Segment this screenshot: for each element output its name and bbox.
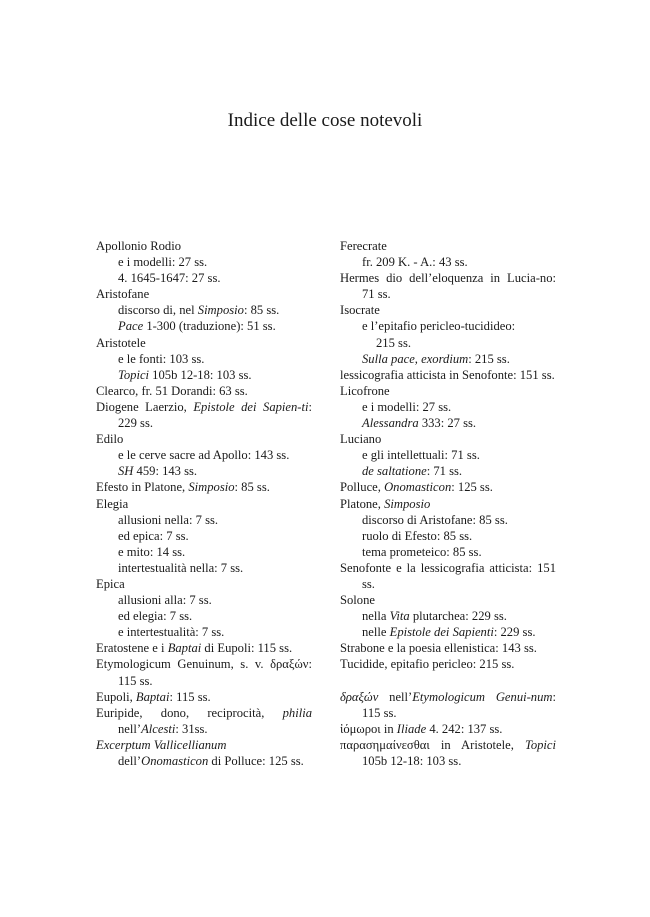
entry-text: e gli intellettuali: 71 ss. (362, 448, 480, 463)
entry-text: Topici (524, 737, 556, 752)
entry-text: 1-300 (traduzione): 51 ss. (143, 319, 276, 334)
entry-text: e i modelli: 27 ss. (362, 399, 452, 414)
entry-text: Edilo (96, 432, 124, 447)
entry-text: allusioni nella: 7 ss. (118, 512, 219, 527)
index-subentry (96, 528, 312, 544)
entry-text: nella (362, 609, 390, 624)
entry-text: e intertestualità: 7 ss. (118, 625, 225, 640)
entry-text: Apollonio Rodio (96, 239, 182, 253)
index-subentry (340, 399, 556, 415)
entry-text: nelle (362, 625, 390, 640)
entry-text: Polluce, (340, 480, 385, 495)
entry-text: ruolo di Efesto: 85 ss. (362, 528, 473, 543)
index-entry (96, 335, 312, 351)
entry-text: 4. 242: 137 ss. (426, 721, 503, 736)
entry-text: nell’ (118, 721, 142, 736)
index-column-left (96, 238, 312, 769)
index-subentry (340, 415, 556, 431)
entry-text: : 115 ss. (169, 689, 211, 704)
entry-text: lessicografia atticista in Senofonte: 151 ss. (340, 367, 555, 382)
index-subentry (340, 624, 556, 640)
index-entry (340, 721, 556, 737)
entry-text: Iliade (396, 721, 427, 736)
entry-text: : 85 ss. (243, 303, 280, 318)
entry-text: Vita (389, 609, 410, 624)
entry-text: 4. 1645-1647: 27 ss. (118, 271, 221, 286)
entry-text: Simposio (197, 303, 244, 318)
index-subentry (96, 608, 312, 624)
entry-text: e mito: 14 ss. (118, 544, 186, 559)
entry-text: Eratostene e i (96, 641, 168, 656)
entry-text: 105b 12-18: 103 ss. (149, 367, 252, 382)
entry-text: Senofonte e la lessicografia atticista: 151 ss. (340, 560, 556, 591)
index-entry (96, 656, 312, 688)
index-entry (340, 737, 556, 769)
entry-text: plutarchea: 229 ss. (409, 609, 507, 624)
index-subentry (96, 447, 312, 463)
entry-text: Isocrate (340, 303, 380, 318)
entry-text: Diogene Laerzio, (96, 399, 194, 414)
index-subentry (96, 624, 312, 640)
entry-text: Ferecrate (340, 239, 387, 253)
entry-text: Hermes dio dell’eloquenza in Lucia-no: 71 ss. (340, 271, 556, 302)
index-subentry (96, 302, 312, 318)
entry-text: e l’epitafio pericleo-tucidideo: (362, 319, 516, 334)
index-entry (340, 302, 556, 318)
index-entry (340, 656, 556, 672)
index-entry (340, 431, 556, 447)
index-entry (340, 383, 556, 399)
index-subentry (340, 254, 556, 270)
entry-text: Etymologicum Genuinum, s. v. δραξών: 115 ss. (96, 657, 312, 688)
index-entry (340, 238, 556, 254)
index-subentry (96, 592, 312, 608)
entry-text: Baptai (135, 689, 170, 704)
index-entry (340, 270, 556, 302)
index-entry (96, 399, 312, 431)
index-entry (340, 560, 556, 592)
entry-text: : 31ss. (175, 721, 208, 736)
index-subentry (340, 512, 556, 528)
entry-text: Simposio (188, 480, 235, 495)
entry-text: e i modelli: 27 ss. (118, 255, 208, 270)
index-subentry (340, 463, 556, 479)
entry-text: ed elegia: 7 ss. (118, 609, 193, 624)
entry-text: Clearco, fr. 51 Dorandi: 63 ss. (96, 383, 248, 398)
entry-text: Solone (340, 593, 375, 608)
index-entry (96, 286, 312, 302)
index-subentry (340, 447, 556, 463)
entry-text: : 115 ss. (362, 689, 556, 720)
entry-text: de saltatione (362, 464, 427, 479)
index-entry (96, 431, 312, 447)
entry-text: : 85 ss. (234, 480, 270, 495)
index-subentry (340, 528, 556, 544)
entry-text: Baptai (167, 641, 202, 656)
index-subentry (96, 463, 312, 479)
entry-text: : 215 ss. (468, 351, 510, 366)
entry-text: Pace (118, 319, 144, 334)
entry-text: discorso di, nel (118, 303, 198, 318)
entry-text: Aristotele (96, 335, 146, 350)
entry-text: : 229 ss. (118, 399, 312, 431)
index-entry (340, 496, 556, 512)
entry-text: 215 ss. (376, 335, 411, 350)
entry-text: Eupoli, (96, 689, 136, 704)
index-entry (340, 592, 556, 608)
entry-text: di Eupoli: 115 ss. (201, 641, 293, 656)
index-subentry (340, 351, 556, 367)
entry-text: Alcesti (141, 721, 176, 736)
page-title: Indice delle cose notevoli (227, 110, 423, 131)
entry-text: Efesto in Platone, (96, 480, 189, 495)
entry-text: nell’ (378, 689, 413, 704)
entry-text: Strabone e la poesia ellenistica: 143 ss. (340, 641, 537, 656)
index-entry (96, 479, 312, 495)
entry-text: e le fonti: 103 ss. (118, 351, 205, 366)
entry-text: dell’ (118, 754, 142, 768)
index-entry (340, 367, 556, 383)
entry-text: 459: 143 ss. (133, 464, 198, 479)
entry-text: Excerptum Vallicellianum (96, 737, 227, 752)
entry-text: Euripide, dono, reciprocità, (96, 705, 283, 720)
entry-text: ed epica: 7 ss. (118, 528, 189, 543)
index-entry (96, 640, 312, 656)
entry-text: ἰόμωροι in (340, 721, 397, 736)
entry-text: Alessandra (362, 416, 419, 431)
index-subentry (340, 318, 556, 334)
entry-text: Platone, (340, 496, 385, 511)
entry-text: intertestualità nella: 7 ss. (118, 560, 244, 575)
entry-text: Elegia (96, 496, 129, 511)
index-subentry (96, 254, 312, 270)
entry-text: di Polluce: 125 ss. (208, 754, 304, 768)
index-entry (96, 576, 312, 592)
index-entry (340, 689, 556, 721)
index-entry (96, 737, 312, 753)
entry-text: Sulla pace, exordium (362, 351, 469, 366)
entry-text: Aristofane (96, 287, 150, 302)
entry-text: fr. 209 K. - A.: 43 ss. (362, 255, 468, 270)
index-entry (96, 689, 312, 705)
entry-text: philia (282, 705, 312, 720)
index-subentry (96, 351, 312, 367)
index-subentry (96, 544, 312, 560)
index-subentry (96, 270, 312, 286)
index-subentry (340, 335, 556, 351)
entry-text: Etymologicum Genui-num (412, 689, 553, 704)
entry-text: παρασημαίνεσθαι in Aristotele, (340, 737, 525, 752)
index-subentry (340, 544, 556, 560)
entry-text: SH (118, 464, 134, 479)
index-subentry (340, 608, 556, 624)
index-subentry (96, 318, 312, 334)
entry-text: δραξών (340, 689, 379, 704)
index-entry (340, 640, 556, 656)
entry-text: Onomasticon (141, 754, 209, 768)
entry-text: Epistole dei Sapien-ti (193, 399, 309, 414)
entry-text: : 71 ss. (426, 464, 463, 479)
entry-text: allusioni alla: 7 ss. (118, 593, 212, 608)
index-entry (96, 238, 312, 254)
index-subentry (96, 367, 312, 383)
entry-text: Epica (96, 576, 125, 591)
entry-text: Topici (118, 367, 150, 382)
entry-text: 105b 12-18: 103 ss. (362, 753, 462, 768)
entry-text: e le cerve sacre ad Apollo: 143 ss. (118, 448, 290, 463)
index-subentry (96, 512, 312, 528)
index-subentry (96, 753, 312, 769)
entry-text: Onomasticon (384, 480, 452, 495)
index-column-right (340, 238, 556, 769)
entry-text: Licofrone (340, 383, 390, 398)
index-subentry (96, 560, 312, 576)
index-entry (340, 479, 556, 495)
entry-text: : 229 ss. (493, 625, 536, 640)
index-entry (96, 496, 312, 512)
entry-text: discorso di Aristofane: 85 ss. (362, 512, 508, 527)
entry-text: 333: 27 ss. (418, 416, 477, 431)
entry-text: tema prometeico: 85 ss. (362, 544, 482, 559)
index-entry (96, 383, 312, 399)
entry-text: Simposio (384, 496, 431, 511)
entry-text: Luciano (340, 432, 382, 447)
entry-text: : 125 ss. (451, 480, 493, 495)
entry-text: Tucidide, epitafio pericleo: 215 ss. (340, 657, 515, 672)
index-entry (96, 705, 312, 737)
entry-text: Epistole dei Sapienti (389, 625, 494, 640)
